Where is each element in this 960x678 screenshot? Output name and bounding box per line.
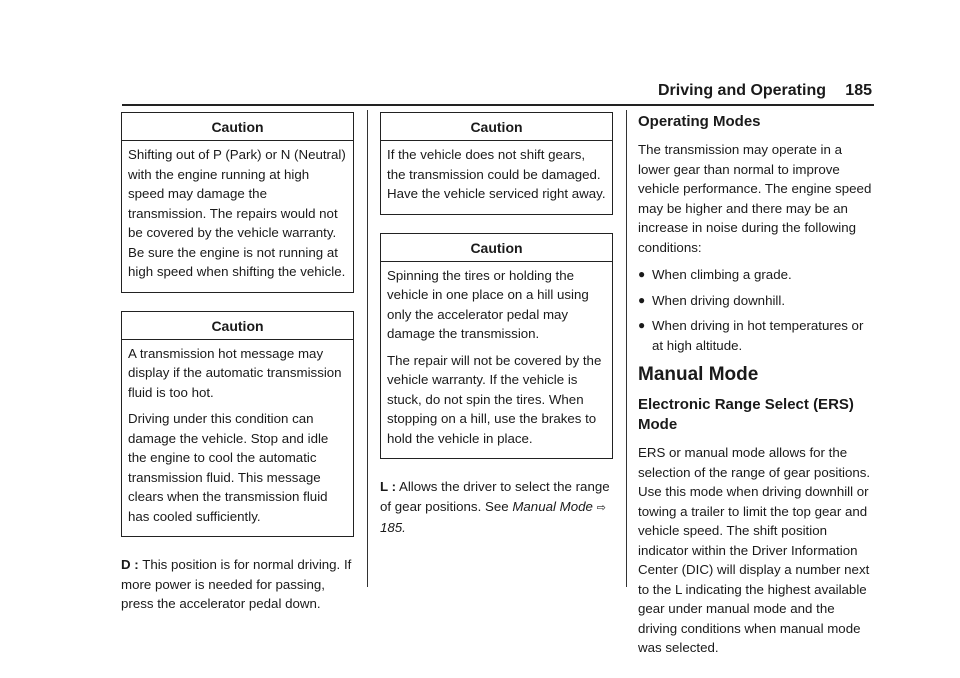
caution-box: [121, 112, 354, 293]
caution-text: Shifting out of P (Park) or N (Neutral) with the engine running at high speed may damage the transmission. The repairs would not be covered by the vehicle warranty. Be sure the engine is not running at high speed when shifting the vehicle.: [128, 147, 346, 279]
page-number: 185: [845, 82, 872, 99]
caution-box: [121, 311, 354, 538]
page-reference-icon: ⇨: [596, 501, 606, 514]
list-item: ● When driving downhill.: [638, 291, 876, 311]
caution-text: A transmission hot message may display if the automatic transmission fluid is too hot.: [128, 345, 342, 400]
operating-modes-intro: The transmission may operate in a lower gear than normal to improve vehicle performance. The engine speed may be higher and there may be an increase in noise during the following conditions:: [638, 142, 872, 255]
page-header: [122, 82, 874, 106]
gear-text: Allows the driver to select the range of gear positions. See: [380, 479, 610, 514]
caution-title: Caution: [381, 113, 612, 141]
column-left: [121, 112, 354, 622]
list-item: ● When driving in hot temperatures or at high altitude.: [638, 318, 864, 353]
cross-reference-page[interactable]: 185.: [380, 520, 406, 535]
caution-box: [380, 233, 613, 460]
bullet-icon: ●: [638, 318, 646, 332]
caution-box: [380, 112, 613, 215]
caution-title: Caution: [381, 234, 612, 262]
cross-reference-link[interactable]: Manual Mode: [512, 498, 593, 514]
caution-text: Driving under this condition can damage the vehicle. Stop and idle the engine to cool the automatic transmission fluid. This message clears when the transmission fluid has cooled sufficiently.: [128, 411, 329, 524]
gear-term: D :: [121, 557, 139, 572]
gear-term: L :: [380, 479, 397, 494]
conditions-list: [638, 265, 876, 355]
bullet-icon: ●: [638, 267, 646, 281]
section-heading: Operating Modes: [638, 113, 761, 130]
list-item: ● When climbing a grade.: [638, 265, 876, 285]
bullet-icon: ●: [638, 292, 646, 307]
caution-text: The repair will not be covered by the vehicle warranty. If the vehicle is stuck, do not spin the tires. When stopping on a hill, use the brakes to hold the vehicle in place.: [387, 352, 602, 446]
column-middle: [380, 112, 613, 546]
caution-text: Spinning the tires or holding the vehicle in one place on a hill using only the accelerator pedal may damage the transmission.: [387, 267, 589, 341]
column-divider: [626, 110, 627, 587]
caution-title: Caution: [122, 113, 353, 141]
gear-d-description: [121, 555, 354, 614]
caution-title: Caution: [122, 312, 353, 340]
column-divider: [367, 110, 368, 587]
subsection-heading: Electronic Range Select (ERS) Mode: [638, 396, 854, 433]
caution-text: If the vehicle does not shift gears, the transmission could be damaged. Have the vehicle serviced right away.: [387, 147, 606, 201]
column-right: [638, 112, 876, 666]
major-heading: Manual Mode: [638, 364, 759, 385]
gear-l-description: [380, 477, 613, 538]
section-title: Driving and Operating: [657, 82, 826, 99]
gear-text: This position is for normal driving. If more power is needed for passing, press the accelerator pedal down.: [121, 557, 352, 611]
manual-mode-body: ERS or manual mode allows for the selection of the range of gear positions. Use this mode when driving downhill or towing a trailer to limit the top gear and vehicle speed. The shift position indicator within the Driver Information Center (DIC) will display a number next to the L indicating the highest available gear under manual mode and the driving conditions when manual mode was selected.: [638, 445, 871, 655]
